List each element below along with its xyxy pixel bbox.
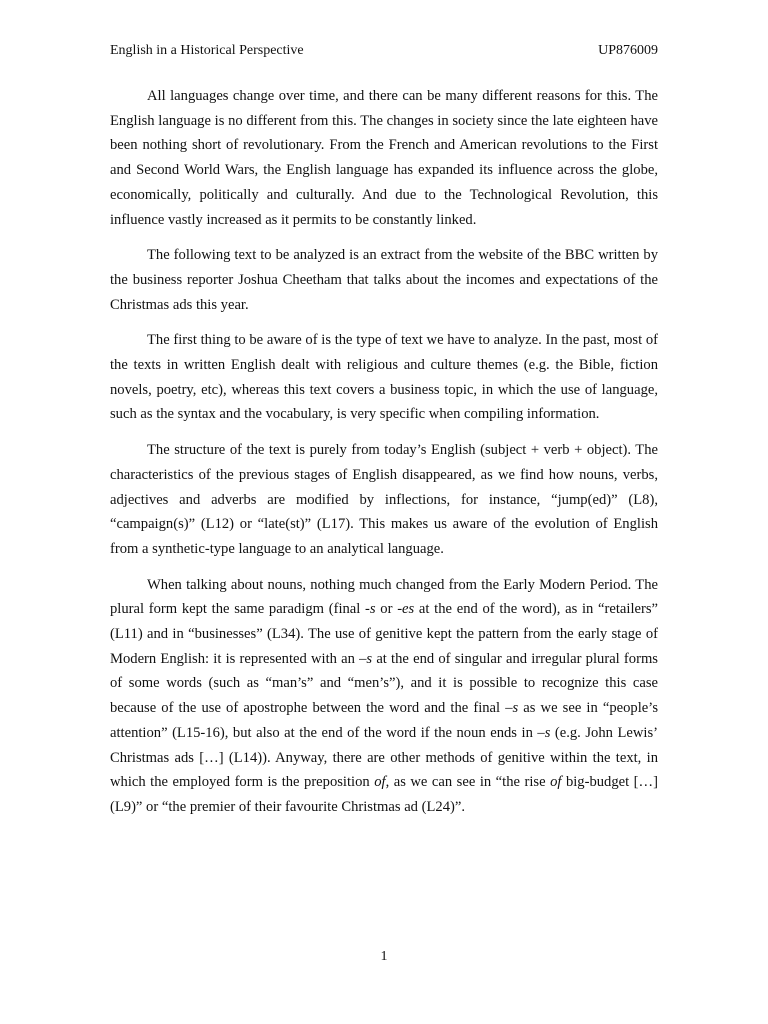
header-title: English in a Historical Perspective bbox=[110, 43, 304, 58]
page-number: 1 bbox=[380, 949, 388, 964]
text-run: The following text to be analyzed is an extract from the website of the BBC written by the business reporter Joshua Cheetham that talks about the incomes and expectations of the Christmas ads this year. bbox=[110, 247, 658, 313]
paragraph-1 bbox=[110, 84, 658, 232]
italic-run: of bbox=[374, 774, 386, 791]
text-run: The structure of the text is purely from today’s English (subject + verb + object). The characteristics of the previous stages of English disappeared, as we find how nouns, verbs, adjectives and adverbs are modified by inflections, for instance, “jump(ed)” (L8), “campaign(s)” (L12) or “late(st)” (L17). This makes us aware of the evolution of English from a synthetic-type language to an analytical language. bbox=[110, 442, 658, 557]
text-run: at the end of singular and irregular plural forms of some words (such as “man’s” and “men’s”), and it is possible to recognize this case because of the use of apostrophe between the word and the final bbox=[110, 650, 658, 717]
italic-run: –s bbox=[359, 650, 373, 667]
paragraph-3 bbox=[110, 328, 658, 427]
running-header bbox=[110, 42, 658, 60]
text-run: When talking about nouns, nothing much changed from the Early Modern Period. The plural form kept the same paradigm (final bbox=[110, 576, 658, 618]
text-run: or bbox=[375, 601, 398, 618]
header-code: UP876009 bbox=[598, 43, 658, 58]
body-text bbox=[110, 84, 658, 831]
paragraph-4 bbox=[110, 438, 658, 562]
italic-run: -es bbox=[397, 601, 415, 618]
text-run: (e.g. John Lewis’ Christmas ads […] (L14)). Anyway, there are other methods of genitive within the text, in which the employed form is the preposition bbox=[110, 724, 658, 791]
paragraph-5 bbox=[110, 573, 658, 820]
text-run: as we see in “people’s attention” (L15-16), but also at the end of the word if the noun ends in bbox=[110, 700, 658, 741]
italic-run: –s bbox=[505, 700, 519, 717]
italic-run: of bbox=[550, 774, 562, 791]
text-run: at the end of the word), as in “retailers” (L11) and in “businesses” (L34). The use of genitive kept the pattern from the early stage of Modern English: it is represented with an bbox=[110, 601, 658, 667]
text-run: , as we can see in “the rise bbox=[385, 774, 551, 791]
paragraph-2 bbox=[110, 243, 658, 317]
text-run: All languages change over time, and there can be many different reasons for this. The English language is no different from this. The changes in society since the late eighteen have been nothing short of revolutionary. From the French and American revolutions to the First and Second World Wars, the English language has expanded its influence across the globe, economically, politically and culturally. And due to the Technological Revolution, this influence vastly increased as it permits to be constantly linked. bbox=[110, 88, 658, 228]
text-run: big-budget […] (L9)” or “the premier of their favourite Christmas ad (L24)”. bbox=[110, 774, 658, 815]
text-run: The first thing to be aware of is the type of text we have to analyze. In the past, most of the texts in written English dealt with religious and culture themes (e.g. the Bible, fiction novels, poetry, etc), whereas this text covers a business topic, in which the use of language, such as the syntax and the vocabulary, is very specific when compiling information. bbox=[110, 332, 658, 423]
italic-run: -s bbox=[365, 601, 376, 618]
italic-run: –s bbox=[537, 724, 551, 741]
